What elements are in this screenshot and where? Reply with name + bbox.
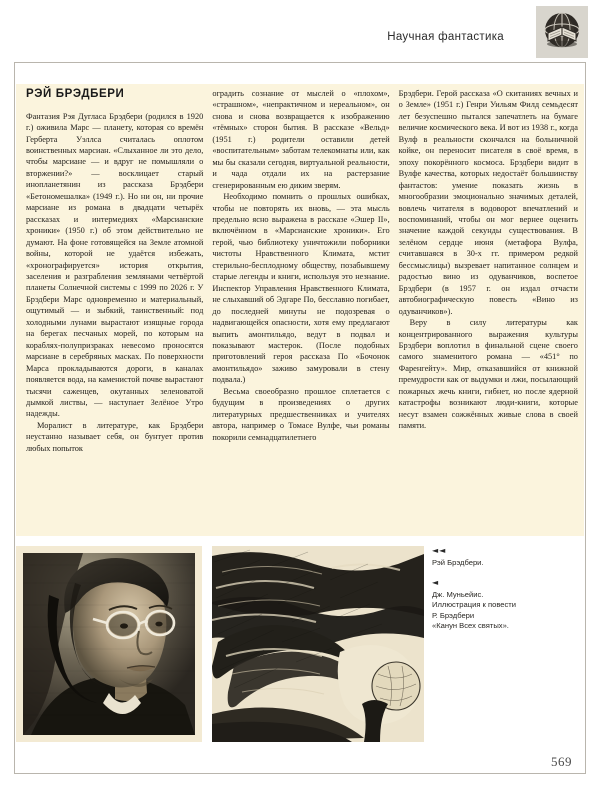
paragraph: Брэдбери. Герой рассказа «О скитаниях вечных и о Земле» (1951 г.) Генри Уильям Филд семьдесят лет безуспешно пытался запечатлеть на бумаге величие космического века. И вот из 1938 г., когда Вулф в реальности скончался на больничной койке, он переносит писателя в своё время, в эпоху покорённого космоса. Брэдбери видит в Вулфе качества, которых недостаёт большинству фантастов: умение показать жизнь в многообразии эмоционально значимых деталей, вовлечь читателя в водоворот впечатлений и воспоминаний, чтобы он мог вернее оценить значение каждой секунды существования. В зелёном сердце июня (метафора Вулфа, считавшаяся в 30-х гг. примером редкой бессмыслицы) вызревает напитанное солнцем и радостью вино из одуванчиков, воспетое Брэдбери (в 1957 г. он издал отчасти автобиографическую повесть «Вино из одуванчиков»). [398,89,578,316]
caption-line: Иллюстрация к повести [432,600,517,610]
halloween-tree-illustration [212,546,424,742]
figure-captions [432,546,582,641]
paragraph: Весьма своеобразно прошлое сплетается с будущим в произведениях о других литературных предшественниках и учителях автора, например о Томасе Вулфе, чьи романы покорили семнадцатилетнего [212,386,390,442]
text-column-1 [26,88,203,532]
paragraph: Фантазия Рэя Дугласа Брэдбери (родился в 1920 г.) оживила Марс — планету, которая со времён Герберта Уэллса считалась оплотом воинственных марсиан. «Слыханное ли это дело, чтобы марсиане — и вдруг не помышляли о вторжении?» — восклицает старый инопланетянин из рассказа Брэдбери «Бетономешалка» (1949 г.). Но ни он, ни прочие марсиане из романа в двадцати четырёх рассказах и интермедиях «Марсианские хроники» (1950 г.) об этом действительно не думают. На фоне готовящейся на Земле атомной войны, которой не удаётся избежать, «хронографируется» история открытия, заселения и разграбления землянами четвёртой планеты Солнечной системы с 1999 по 2026 г. У Брэдбери Марс одновременно и материальный, ощутимый — и зыбкий, таинственный: под холодными лунами вырастают изящные города на берегах песчаных морей, по которым на кораблях-полупризраках невесомо проносятся марсиане в серебряных масках. По поверхности Марса прокладываются дороги, в каналах появляется вода, на каменистой почве вырастают тысячи саженцев, окутанных зеленоватой дымкой листвы, — наступает Зелёное Утро надежды. [26,111,204,419]
ray-bradbury-portrait [16,546,202,742]
caption-line: Рэй Брэдбери. [432,558,484,567]
article-columns [26,88,578,532]
globe-book-emblem-icon [536,6,588,58]
caption-arrow-icon: ◄ [432,578,440,588]
article-text-block [16,84,584,536]
text-column-3 [399,88,578,532]
page-header [0,0,600,62]
page-number: 569 [551,754,572,769]
caption-portrait [432,546,582,568]
section-title: Научная фантастика [387,31,504,43]
figures-row [16,546,584,742]
caption-arrow-icon: ◄◄ [432,546,447,555]
caption-line: Дж. Муньейис. [432,590,484,600]
paragraph: Моралист в литературе, как Брэдбери неустанно называет себя, он бунтует против любых попыток [26,420,204,453]
caption-line: «Канун Всех святых». [432,620,509,630]
paragraph: оградить сознание от мыслей о «плохом», «страшном», «непрактичном и нереальном», он снова и снова возвращается к изображению «тёмных» сторон бытия. В рассказе «Вельд» (1951 г.) родители оставили детей «воспитательным» заботам телекомнаты или, как мы бы сказали сегодня, виртуальной реальности, и чада отдали их на растерзание сгенерированным ею диким зверям. [212,89,390,190]
paragraph: Веру в силу литературы как концентрированного выражения культуры Брэдбери воплотил в финальной сцене своего самого знаменитого романа — «451° по Фаренгейту». Мир, отказавшийся от книжной премудрости как от выдумки и лжи, посылающий пожарных жечь книги, гибнет, но после ядерной катастрофы возникают люди-книги, которые несут взамен сожжённых живые слова в своей памяти. [398,318,578,431]
caption-line: Р. Брэдбери [432,610,475,620]
caption-illustration [432,578,582,631]
page-title: РЭЙ БРЭДБЕРИ [26,88,125,100]
text-column-2 [212,88,389,532]
paragraph: Необходимо помнить о прошлых ошибках, чтобы не повторять их вновь, — эта мысль предельно ясно выражена в рассказе «Эшер II», включённом в «Марсианские хроники». Его герой, чью библиотеку уничтожили поборники чистоты Нравственного Климата, мстит стерильно-бесплодному обществу, позабывшему старые легенды и книги, используя это незнание. Инспектор Управления Нравственного Климата, не слыхавший об Эдгаре По, бесславно погибает, до последней минуты не подозревая о надвигающейся опасности, хотя ему предлагают выпить амонтильядо, ведут в подвал и показывают мастерок. (После подобных приготовлений героя рассказа По «Бочонок амонтильядо» заживо замуровали в стену подвала.) [212,192,390,385]
